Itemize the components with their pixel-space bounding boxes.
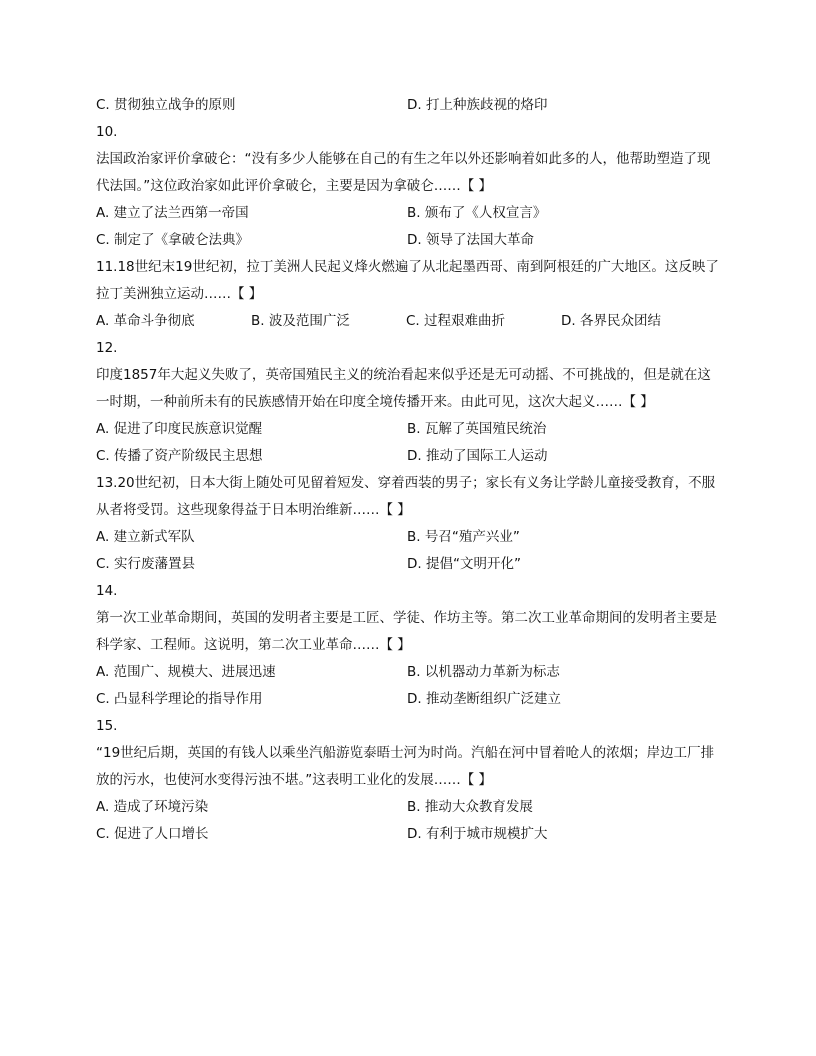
option-a: A. 建立新式军队 (96, 529, 195, 545)
question-options (96, 659, 722, 713)
option-a: A. 革命斗争彻底 (96, 313, 195, 329)
question-number: 12. (96, 340, 118, 356)
question-number: 14. (96, 583, 118, 599)
option-a: A. 造成了环境污染 (96, 799, 209, 815)
question-stem: 法国政治家评价拿破仑：“没有多少人能够在自己的有生之年以外还影响着如此多的人，他帮助塑造了现代法国。”这位政治家如此评价拿破仑，主要是因为拿破仑……【 】 (96, 151, 711, 194)
option-d: D. 推动垄断组织广泛建立 (407, 691, 561, 707)
question-stem: 第一次工业革命期间，英国的发明者主要是工匠、学徒、作坊主等。第二次工业革命期间的发明者主要是科学家、工程师。这说明，第二次工业革命……【 】 (96, 610, 717, 653)
question-14 (96, 578, 722, 713)
option-c: C. 制定了《拿破仑法典》 (96, 232, 250, 248)
exam-page (96, 92, 722, 848)
question-stem: 印度1857年大起义失败了，英帝国殖民主义的统治看起来似乎还是无可动摇、不可挑战的，但是就在这一时期，一种前所未有的民族感情开始在印度全境传播开来。由此可见，这次大起义……【 】 (96, 367, 711, 410)
question-options (96, 794, 722, 848)
option-a: A. 范围广、规模大、进展迅速 (96, 664, 276, 680)
option-c: C. 凸显科学理论的指导作用 (96, 691, 263, 707)
option-d: D. 领导了法国大革命 (407, 232, 534, 248)
option-b: B. 以机器动力革新为标志 (407, 664, 560, 680)
question-number: 15. (96, 718, 118, 734)
option-d: D. 打上种族歧视的烙印 (407, 97, 548, 113)
option-b: B. 号召“殖产兴业” (407, 529, 520, 545)
option-b: B. 波及范围广泛 (251, 313, 350, 329)
option-d: D. 各界民众团结 (561, 313, 661, 329)
option-c: C. 促进了人口增长 (96, 826, 209, 842)
question-13 (96, 470, 722, 578)
question-options (96, 524, 722, 578)
option-c: C. 贯彻独立战争的原则 (96, 97, 236, 113)
option-c: C. 实行废藩置县 (96, 556, 196, 572)
question-stem: 13.20世纪初，日本大街上随处可见留着短发、穿着西装的男子；家长有义务让学龄儿童接受教育，不服从者将受罚。这些现象得益于日本明治维新……【 】 (96, 475, 716, 518)
question-options (96, 416, 722, 470)
prev-question-options (96, 92, 722, 119)
question-options (96, 308, 722, 335)
option-d: D. 有利于城市规模扩大 (407, 826, 548, 842)
question-15 (96, 713, 722, 848)
question-options (96, 200, 722, 254)
option-c: C. 传播了资产阶级民主思想 (96, 448, 263, 464)
option-d: D. 提倡“文明开化” (407, 556, 521, 572)
option-a: A. 促进了印度民族意识觉醒 (96, 421, 263, 437)
option-c: C. 过程艰难曲折 (406, 313, 506, 329)
option-b: B. 推动大众教育发展 (407, 799, 533, 815)
question-stem: 11.18世纪末19世纪初，拉丁美洲人民起义烽火燃遍了从北起墨西哥、南到阿根廷的广大地区。这反映了拉丁美洲独立运动……【 】 (96, 259, 719, 302)
question-10 (96, 119, 722, 254)
option-b: B. 颁布了《人权宣言》 (407, 205, 547, 221)
option-b: B. 瓦解了英国殖民统治 (407, 421, 547, 437)
question-stem: “19世纪后期，英国的有钱人以乘坐汽船游览泰晤士河为时尚。汽船在河中冒着呛人的浓烟；岸边工厂排放的污水，也使河水变得污浊不堪。”这表明工业化的发展……【 】 (96, 745, 715, 788)
question-number: 10. (96, 124, 118, 140)
option-d: D. 推动了国际工人运动 (407, 448, 548, 464)
question-12 (96, 335, 722, 470)
option-a: A. 建立了法兰西第一帝国 (96, 205, 249, 221)
question-11 (96, 254, 722, 335)
